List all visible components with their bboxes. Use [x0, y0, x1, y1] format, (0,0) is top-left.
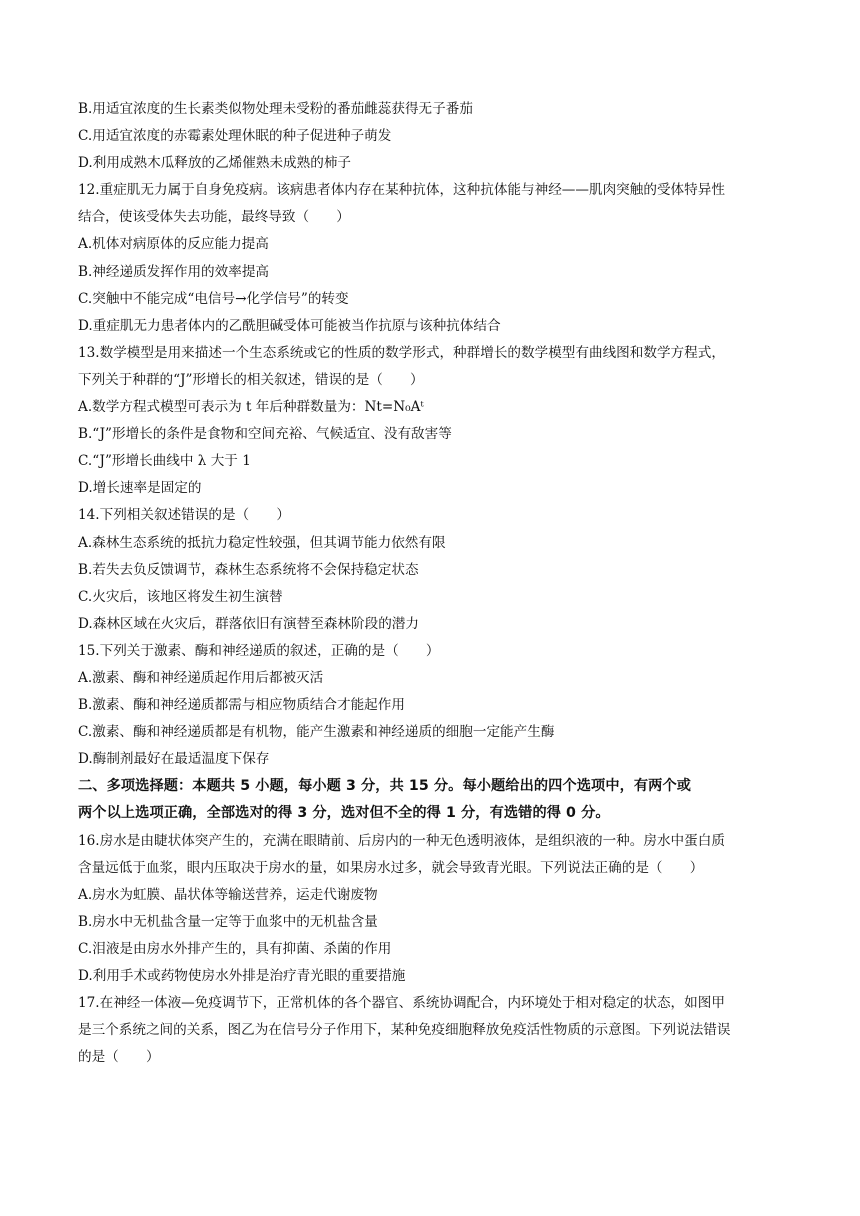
question-text-block: [78, 96, 798, 1071]
text-line: 下列关于种群的“J”形增长的相关叙述，错误的是（ ）: [78, 371, 424, 388]
text-line: D.森林区域在火灾后，群落依旧有演替至森林阶段的潜力: [78, 615, 419, 632]
text-line: A.森林生态系统的抵抗力稳定性较强，但其调节能力依然有限: [78, 534, 446, 551]
text-line: A.激素、酶和神经递质起作用后都被灭活: [78, 669, 324, 686]
text-line: 的是（ ）: [78, 1049, 160, 1066]
text-line: C.泪液是由房水外排产生的，具有抑菌、杀菌的作用: [78, 940, 392, 957]
text-line: 15.下列关于激素、酶和神经递质的叙述，正确的是（ ）: [78, 642, 440, 659]
text-line: 17.在神经一体液—免疫调节下，正常机体的各个器官、系统协调配合，内环境处于相对稳定的状态，如图甲: [78, 995, 725, 1012]
text-line: 12.重症肌无力属于自身免疫病。该病患者体内存在某种抗体，这种抗体能与神经——肌肉突触的受体特异性: [78, 182, 725, 199]
text-line: 13.数学模型是用来描述一个生态系统或它的性质的数学形式，种群增长的数学模型有曲线图和数学方程式，: [78, 344, 725, 361]
text-line: 含量远低于血浆，眼内压取决于房水的量，如果房水过多，就会导致青光眼。下列说法正确的是（ ）: [78, 859, 704, 876]
text-line: B.若失去负反馈调节，森林生态系统将不会保持稳定状态: [78, 561, 419, 578]
text-line: 14.下列相关叙述错误的是（ ）: [78, 507, 290, 524]
text-line: C.用适宜浓度的赤霉素处理休眠的种子促进种子萌发: [78, 128, 392, 145]
section-heading-line: 二、多项选择题：本题共 5 小题，每小题 3 分，共 15 分。每小题给出的四个选项中，有两个或: [78, 778, 692, 795]
text-line: C.“J”形增长曲线中 λ 大于 1: [78, 453, 251, 470]
text-line: B.房水中无机盐含量一定等于血浆中的无机盐含量: [78, 913, 378, 930]
text-line: C.突触中不能完成“电信号→化学信号”的转变: [78, 290, 349, 307]
text-line: D.利用手术或药物使房水外排是治疗青光眼的重要措施: [78, 968, 406, 984]
text-line: B.激素、酶和神经递质都需与相应物质结合才能起作用: [78, 697, 405, 714]
text-line: A.数学方程式模型可表示为 t 年后种群数量为：Nt=N₀Aᵗ: [78, 399, 424, 416]
section-heading-line: 两个以上选项正确，全部选对的得 3 分，选对但不全的得 1 分，有选错的得 0 分。: [78, 805, 610, 822]
text-line: A.机体对病原体的反应能力提高: [78, 236, 269, 253]
text-line: B.用适宜浓度的生长素类似物处理未受粉的番茄雌蕊获得无子番茄: [78, 101, 473, 117]
text-line: D.酶制剂最好在最适温度下保存: [78, 751, 270, 768]
text-line: A.房水为虹膜、晶状体等输送营养，运走代谢废物: [78, 886, 378, 903]
text-line: D.利用成熟木瓜释放的乙烯催熟未成熟的柿子: [78, 155, 352, 172]
text-line: C.激素、酶和神经递质都是有机物，能产生激素和神经递质的细胞一定能产生酶: [78, 724, 555, 741]
text-line: 16.房水是由睫状体突产生的，充满在眼睛前、后房内的一种无色透明液体，是组织液的一种。房水中蛋白质: [78, 832, 725, 849]
text-line: D.增长速率是固定的: [78, 480, 202, 497]
text-line: B.“J”形增长的条件是食物和空间充裕、气候适宜、没有敌害等: [78, 426, 452, 443]
text-line: 结合，使该受体失去功能，最终导致（ ）: [78, 209, 350, 226]
text-line: D.重症肌无力患者体内的乙酰胆碱受体可能被当作抗原与该种抗体结合: [78, 317, 501, 334]
text-line: B.神经递质发挥作用的效率提高: [78, 263, 270, 280]
text-line: C.火灾后，该地区将发生初生演替: [78, 588, 283, 605]
text-line: 是三个系统之间的关系，图乙为在信号分子作用下，某种免疫细胞释放免疫活性物质的示意图。下列说法错误: [78, 1022, 731, 1039]
